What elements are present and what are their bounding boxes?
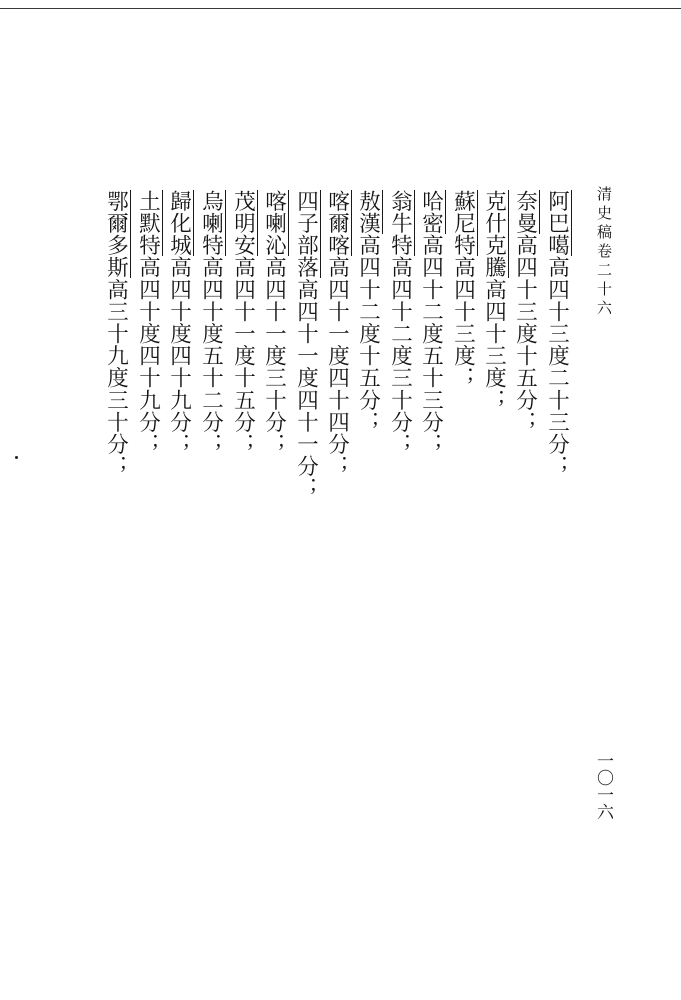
entry-column <box>514 190 536 433</box>
latitude-text: 高四十三度十五分； <box>512 234 538 434</box>
place-name: 奈曼 <box>512 190 538 235</box>
latitude-text: 高四十度五十二分； <box>198 256 224 456</box>
latitude-text: 高四十一度十五分； <box>230 256 256 456</box>
running-head: 清史稿卷二十六 <box>595 186 613 319</box>
latitude-text: 高四十二度三十分； <box>387 256 413 456</box>
entry-column <box>137 190 159 455</box>
place-name: 土默特 <box>135 190 161 257</box>
latitude-text: 高四十三度； <box>450 256 476 389</box>
place-name: 蘇尼特 <box>450 190 476 257</box>
entry-column <box>389 190 411 455</box>
latitude-text: 高四十一度四十四分； <box>324 256 350 478</box>
entry-column <box>263 190 285 455</box>
entry-column <box>232 190 254 455</box>
place-name: 阿巴噶 <box>544 190 570 257</box>
entry-column <box>105 190 127 477</box>
latitude-text: 高四十度四十九分； <box>166 256 192 456</box>
place-name: 烏喇特 <box>198 190 224 257</box>
latitude-text: 高四十三度二十三分； <box>544 256 570 478</box>
place-name: 茂明安 <box>230 190 256 257</box>
place-name: 喀喇沁 <box>261 190 287 257</box>
latitude-text: 高四十度四十九分； <box>135 256 161 456</box>
top-border-line <box>0 8 681 9</box>
scan-speck <box>15 456 18 459</box>
place-name: 歸化城 <box>166 190 192 257</box>
place-name: 四子部落 <box>293 190 319 279</box>
latitude-text: 高三十九度三十分； <box>103 278 129 478</box>
place-name: 鄂爾多斯 <box>103 190 129 279</box>
place-name: 喀爾喀 <box>324 190 350 257</box>
entry-column <box>546 190 568 477</box>
place-name: 敖漢 <box>355 190 381 235</box>
latitude-text: 高四十二度五十三分； <box>418 234 444 456</box>
entry-column <box>295 190 317 499</box>
entry-column <box>168 190 190 455</box>
place-name: 克什克騰 <box>481 190 507 279</box>
entry-column <box>200 190 222 455</box>
place-name: 哈密 <box>418 190 444 235</box>
entry-column <box>420 190 442 455</box>
latitude-text: 高四十一度三十分； <box>261 256 287 456</box>
entry-column <box>357 190 379 433</box>
latitude-text: 高四十一度四十一分； <box>293 278 319 500</box>
page-number: 一〇一六 <box>593 752 613 820</box>
latitude-text: 高四十二度十五分； <box>355 234 381 434</box>
entry-column <box>326 190 348 477</box>
latitude-text: 高四十三度； <box>481 278 507 412</box>
entry-column <box>483 190 505 411</box>
place-name: 翁牛特 <box>387 190 413 257</box>
entry-column <box>452 190 474 389</box>
